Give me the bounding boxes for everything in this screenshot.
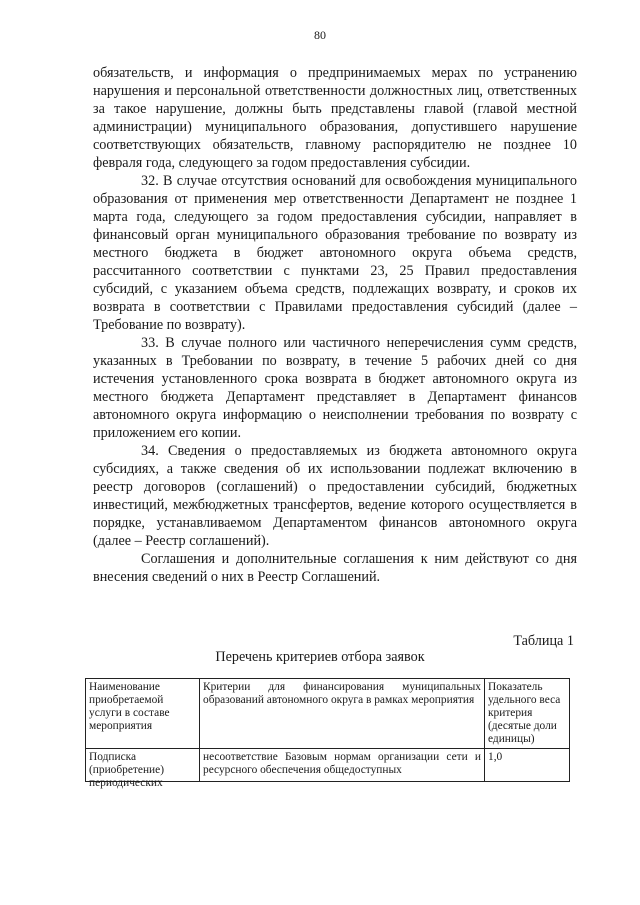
cell-weight-text: 1,0 xyxy=(488,751,503,763)
paragraph-continuation: обязательств, и информация о предпринимаемых мерах по устранению нарушения и персональной ответственности должностных лиц, ответственных за такое нарушение, должны быть представлены главой (главой местной администрации) муниципального образования, допустившего нарушение соответствующих обязательств, главному распорядителю не позднее 10 февраля года, следующего за годом предоставления субсидии. xyxy=(93,65,577,171)
table-title: Перечень критериев отбора заявок xyxy=(215,649,425,665)
paragraph-32: 32. В случае отсутствия оснований для освобождения муниципального образования от применения мер ответственности Департамент не позднее 1 марта года, следующего за годом предоставления субсидии, направляет в финансовый орган муниципального образования требование по возврату из местного бюджета в бюджет автономного округа объема средств, рассчитанного соответствии с пунктами 23, 25 Правил предоставления субсидий, с указанием объема средств, подлежащих возврату, и сроков их возврата в соответствии с Правилами предоставления субсидий (далее – Требование по возврату). xyxy=(93,173,577,333)
table-row xyxy=(86,749,570,782)
header-weight: Показатель удельного веса критерия (десятые доли единицы) xyxy=(485,679,570,749)
header-service: Наименование приобретаемой услуги в составе мероприятия xyxy=(86,679,200,749)
cell-service xyxy=(86,749,200,789)
header-criteria: Критерии для финансирования муниципальных образований автономного округа в рамках мероприятия xyxy=(200,679,485,749)
page-number: 80 xyxy=(314,28,326,42)
paragraph-34: 34. Сведения о предоставляемых из бюджета автономного округа субсидиях, а также сведения об их использовании подлежат включению в реестр договоров (соглашений) о предоставлении субсидий, бюджетных инвестиций, межбюджетных трансфертов, ведение которого осуществляется в порядке, устанавливаемом Департаментом финансов автономного округа (далее – Реестр соглашений). xyxy=(93,443,577,549)
cell-criterion xyxy=(200,749,485,782)
cell-service-text: Подписка (приобретение) периодических xyxy=(89,751,164,789)
table-label: Таблица 1 xyxy=(513,633,574,649)
paragraph-agreements: Соглашения и дополнительные соглашения к ним действуют со дня внесения сведений о них в Реестр Соглашений. xyxy=(93,551,577,585)
cell-weight xyxy=(485,749,570,782)
cell-criterion-text: несоответствие Базовым нормам организации сети и ресурсного обеспечения общедоступных xyxy=(203,751,481,776)
body-text xyxy=(93,64,577,586)
paragraph-33: 33. В случае полного или частичного неперечисления сумм средств, указанных в Требовании по возврату, в течение 5 рабочих дней со дня истечения установленного срока возврата в бюджет автономного округа из местного бюджета Департамент представляет в Департамент финансов автономного округа информацию о неисполнении требования по возврату с приложением его копии. xyxy=(93,335,577,441)
table-header-row xyxy=(86,679,570,749)
criteria-table xyxy=(85,678,570,789)
